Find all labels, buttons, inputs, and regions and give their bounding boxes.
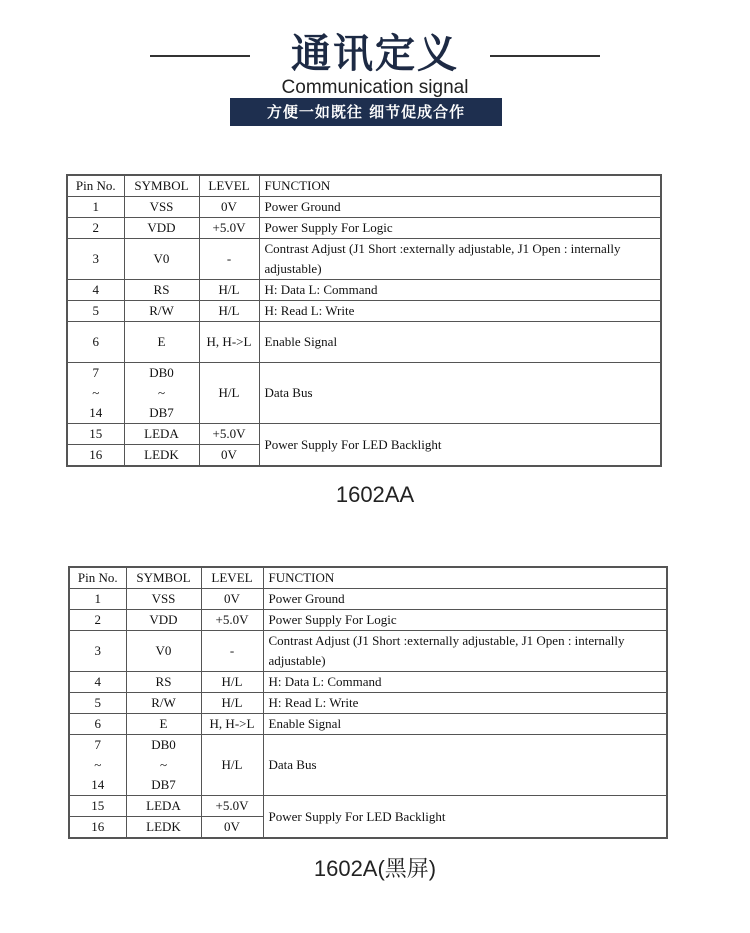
level-cell: H, H->L	[199, 322, 259, 363]
function-cell: Power Supply For Logic	[259, 218, 661, 239]
level-cell: H, H->L	[201, 714, 263, 735]
table-row	[67, 322, 661, 363]
function-cell: Enable Signal	[263, 714, 667, 735]
header-function: FUNCTION	[259, 175, 661, 197]
level-cell: H/L	[199, 301, 259, 322]
table-row	[67, 239, 661, 280]
pin-cell: 15	[67, 424, 124, 445]
header-level: LEVEL	[199, 175, 259, 197]
header	[0, 0, 750, 140]
function-cell: H: Data L: Command	[259, 280, 661, 301]
symbol-start: DB0	[151, 737, 176, 752]
level-cell: +5.0V	[201, 796, 263, 817]
pin-end: 14	[91, 777, 105, 792]
symbol-range-cell	[126, 735, 201, 796]
pin-cell: 3	[67, 239, 124, 280]
symbol-cell: LEDA	[124, 424, 199, 445]
slogan-banner: 方便一如既往 细节促成合作	[230, 98, 502, 126]
function-cell: Data Bus	[259, 363, 661, 424]
pin-cell: 6	[67, 322, 124, 363]
pin-range-tilde: ~	[92, 385, 100, 400]
pin-cell: 15	[69, 796, 126, 817]
symbol-cell: R/W	[124, 301, 199, 322]
pin-range-tilde: ~	[94, 757, 102, 772]
level-cell: -	[201, 631, 263, 672]
symbol-range-tilde: ~	[157, 385, 166, 400]
function-cell: Enable Signal	[259, 322, 661, 363]
function-cell: Contrast Adjust (J1 Short :externally adjustable, J1 Open : internally adjustable)	[259, 239, 661, 280]
function-cell: Power Supply For Logic	[263, 610, 667, 631]
table-row	[69, 735, 667, 796]
table-row	[67, 301, 661, 322]
pin-cell: 3	[69, 631, 126, 672]
pin-cell: 2	[67, 218, 124, 239]
table-row	[67, 424, 661, 445]
level-cell: 0V	[201, 589, 263, 610]
symbol-cell: VDD	[126, 610, 201, 631]
level-cell: 0V	[201, 817, 263, 839]
table-row	[69, 631, 667, 672]
symbol-cell: LEDK	[126, 817, 201, 839]
function-cell: Contrast Adjust (J1 Short :externally adjustable, J1 Open : internally adjustable)	[263, 631, 667, 672]
symbol-end: DB7	[151, 777, 176, 792]
page-title: 通讯定义	[291, 31, 459, 77]
pin-cell: 4	[69, 672, 126, 693]
table-row	[69, 714, 667, 735]
symbol-end: DB7	[149, 405, 174, 420]
table-header-row	[69, 567, 667, 589]
level-cell: H/L	[201, 672, 263, 693]
table-row	[67, 280, 661, 301]
level-cell: H/L	[201, 693, 263, 714]
symbol-cell: E	[126, 714, 201, 735]
symbol-cell: R/W	[126, 693, 201, 714]
table-row	[67, 197, 661, 218]
symbol-cell: LEDA	[126, 796, 201, 817]
pin-cell: 5	[69, 693, 126, 714]
symbol-cell: LEDK	[124, 445, 199, 467]
table-row	[69, 693, 667, 714]
symbol-cell: E	[124, 322, 199, 363]
level-cell: -	[199, 239, 259, 280]
function-cell: Data Bus	[263, 735, 667, 796]
pin-end: 14	[89, 405, 103, 420]
table-row	[67, 218, 661, 239]
symbol-cell: VSS	[124, 197, 199, 218]
table-row	[69, 796, 667, 817]
table-row	[69, 672, 667, 693]
pin-range-cell	[69, 735, 126, 796]
symbol-range-cell	[124, 363, 199, 424]
symbol-cell: RS	[124, 280, 199, 301]
pin-cell: 1	[69, 589, 126, 610]
level-cell: 0V	[199, 197, 259, 218]
level-cell: +5.0V	[199, 218, 259, 239]
table-row	[67, 363, 661, 424]
level-cell: +5.0V	[201, 610, 263, 631]
header-pin: Pin No.	[69, 567, 126, 589]
pin-range-cell	[67, 363, 124, 424]
header-pin: Pin No.	[67, 175, 124, 197]
pin-cell: 16	[67, 445, 124, 467]
level-cell: H/L	[199, 363, 259, 424]
header-level: LEVEL	[201, 567, 263, 589]
table-row	[69, 610, 667, 631]
header-function: FUNCTION	[263, 567, 667, 589]
header-symbol: SYMBOL	[124, 175, 199, 197]
function-cell: H: Read L: Write	[263, 693, 667, 714]
level-cell: H/L	[199, 280, 259, 301]
table-header-row	[67, 175, 661, 197]
function-cell: H: Data L: Command	[263, 672, 667, 693]
pin-table-1602aa	[66, 174, 662, 467]
symbol-cell: V0	[126, 631, 201, 672]
pin-cell: 1	[67, 197, 124, 218]
pin-start: 7	[94, 737, 101, 752]
level-cell: 0V	[199, 445, 259, 467]
function-cell: Power Supply For LED Backlight	[263, 796, 667, 839]
header-symbol: SYMBOL	[126, 567, 201, 589]
pin-cell: 16	[69, 817, 126, 839]
page-subtitle: Communication signal	[281, 77, 469, 98]
pin-cell: 5	[67, 301, 124, 322]
function-cell: H: Read L: Write	[259, 301, 661, 322]
pin-start: 7	[92, 365, 99, 380]
level-cell: H/L	[201, 735, 263, 796]
table-row	[69, 589, 667, 610]
symbol-cell: VSS	[126, 589, 201, 610]
function-cell: Power Supply For LED Backlight	[259, 424, 661, 467]
pin-cell: 4	[67, 280, 124, 301]
symbol-start: DB0	[149, 365, 174, 380]
symbol-cell: V0	[124, 239, 199, 280]
function-cell: Power Ground	[259, 197, 661, 218]
level-cell: +5.0V	[199, 424, 259, 445]
table-caption-1602a-black: 1602A(黑屏)	[313, 856, 437, 881]
function-cell: Power Ground	[263, 589, 667, 610]
pin-cell: 6	[69, 714, 126, 735]
symbol-cell: RS	[126, 672, 201, 693]
pin-cell: 2	[69, 610, 126, 631]
symbol-cell: VDD	[124, 218, 199, 239]
table-caption-1602aa: 1602AA	[335, 482, 415, 507]
pin-table-1602a-black	[68, 566, 668, 839]
symbol-range-tilde: ~	[159, 757, 168, 772]
